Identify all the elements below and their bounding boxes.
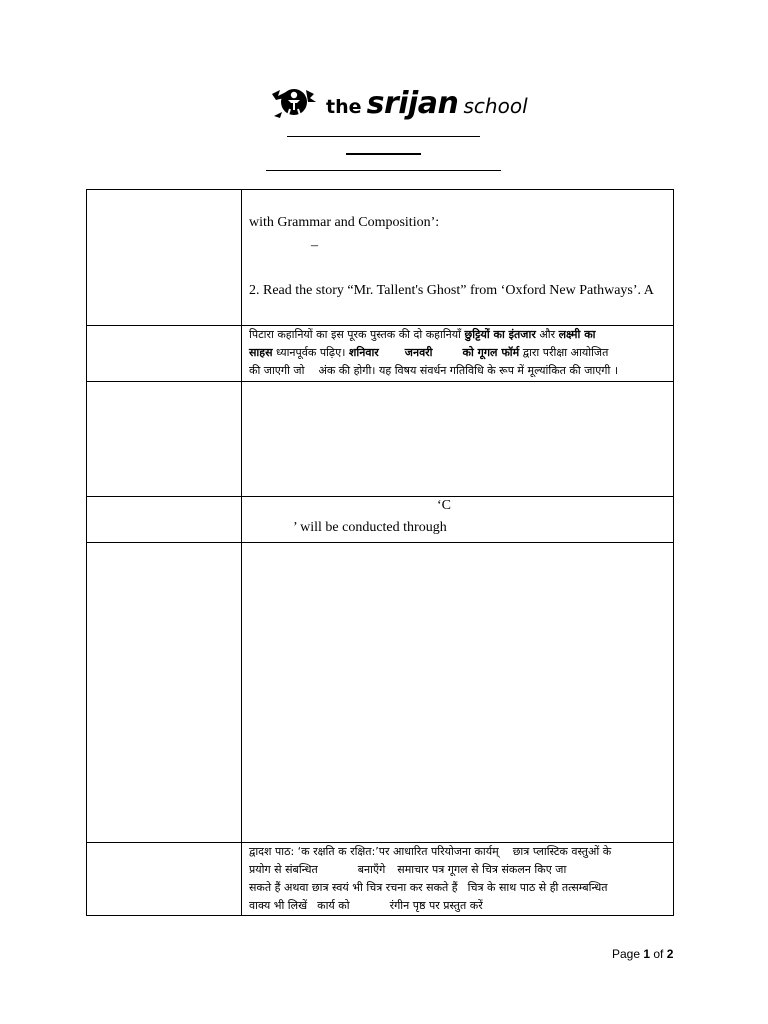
subject-cell xyxy=(87,382,242,497)
task-line: प्रयोग से संबन्धित बनाएँगे समाचार पत्र गूगल से चित्र संकलन किए जा xyxy=(249,863,567,876)
subject-cell xyxy=(87,843,242,916)
table-row xyxy=(87,543,674,843)
subject-cell xyxy=(87,497,242,543)
table-row xyxy=(87,497,674,543)
page-number: Page 1 of 2 xyxy=(612,947,674,961)
assignment-table xyxy=(86,189,674,916)
logo-srijan: srijan xyxy=(366,86,459,121)
srijan-emblem-icon xyxy=(268,84,320,122)
task-line: साहस ध्यानपूर्वक पढ़िए। शनिवार जनवरी को गूगल फॉर्म द्वारा परीक्षा आयोजित xyxy=(249,346,609,359)
table-row xyxy=(87,382,674,497)
task-cell xyxy=(242,190,674,326)
table-row xyxy=(87,843,674,916)
task-line: वाक्य भी लिखें कार्य को रंगीन पृष्ठ पर प्रस्तुत करें xyxy=(249,899,483,912)
task-cell xyxy=(242,326,674,382)
task-line: पिटारा कहानियों का इस पूरक पुस्तक की दो कहानियाँ छुट्टियों का इंतजार और लक्ष्मी का xyxy=(249,328,596,341)
subject-cell xyxy=(87,543,242,843)
title-rule-2 xyxy=(346,153,421,155)
task-line: – xyxy=(311,238,318,253)
task-line: with Grammar and Composition’: xyxy=(249,215,440,230)
logo-school: school xyxy=(463,94,528,118)
task-cell xyxy=(242,382,674,497)
subject-cell xyxy=(87,190,242,326)
subject-cell xyxy=(87,326,242,382)
logo-the: the xyxy=(326,96,362,118)
task-cell xyxy=(242,543,674,843)
task-line: ‘C xyxy=(437,498,451,513)
task-line: सकते हैं अथवा छात्र स्वयं भी चित्र रचना कर सकते हैं चित्र के साथ पाठ से ही तत्सम्बन्धित xyxy=(249,881,608,894)
title-rule-1 xyxy=(287,136,480,137)
task-cell xyxy=(242,843,674,916)
task-line: 2. Read the story “Mr. Tallent's Ghost” from ‘Oxford New Pathways’. A xyxy=(249,283,654,298)
title-rule-3 xyxy=(266,170,501,171)
task-line: ’ will be conducted through xyxy=(293,520,447,535)
table-row xyxy=(87,190,674,326)
table-row xyxy=(87,326,674,382)
task-line: की जाएगी जो अंक की होगी। यह विषय संवर्धन गतिविधि के रूप में मूल्यांकित की जाएगी । xyxy=(249,364,619,377)
task-line: द्वादश पाठ: ‘क रक्षति क रक्षित:’पर आधारित परियोजना कार्यम् छात्र प्लास्टिक वस्तुओं के xyxy=(249,845,612,858)
task-cell xyxy=(242,497,674,543)
school-logo xyxy=(268,84,528,124)
